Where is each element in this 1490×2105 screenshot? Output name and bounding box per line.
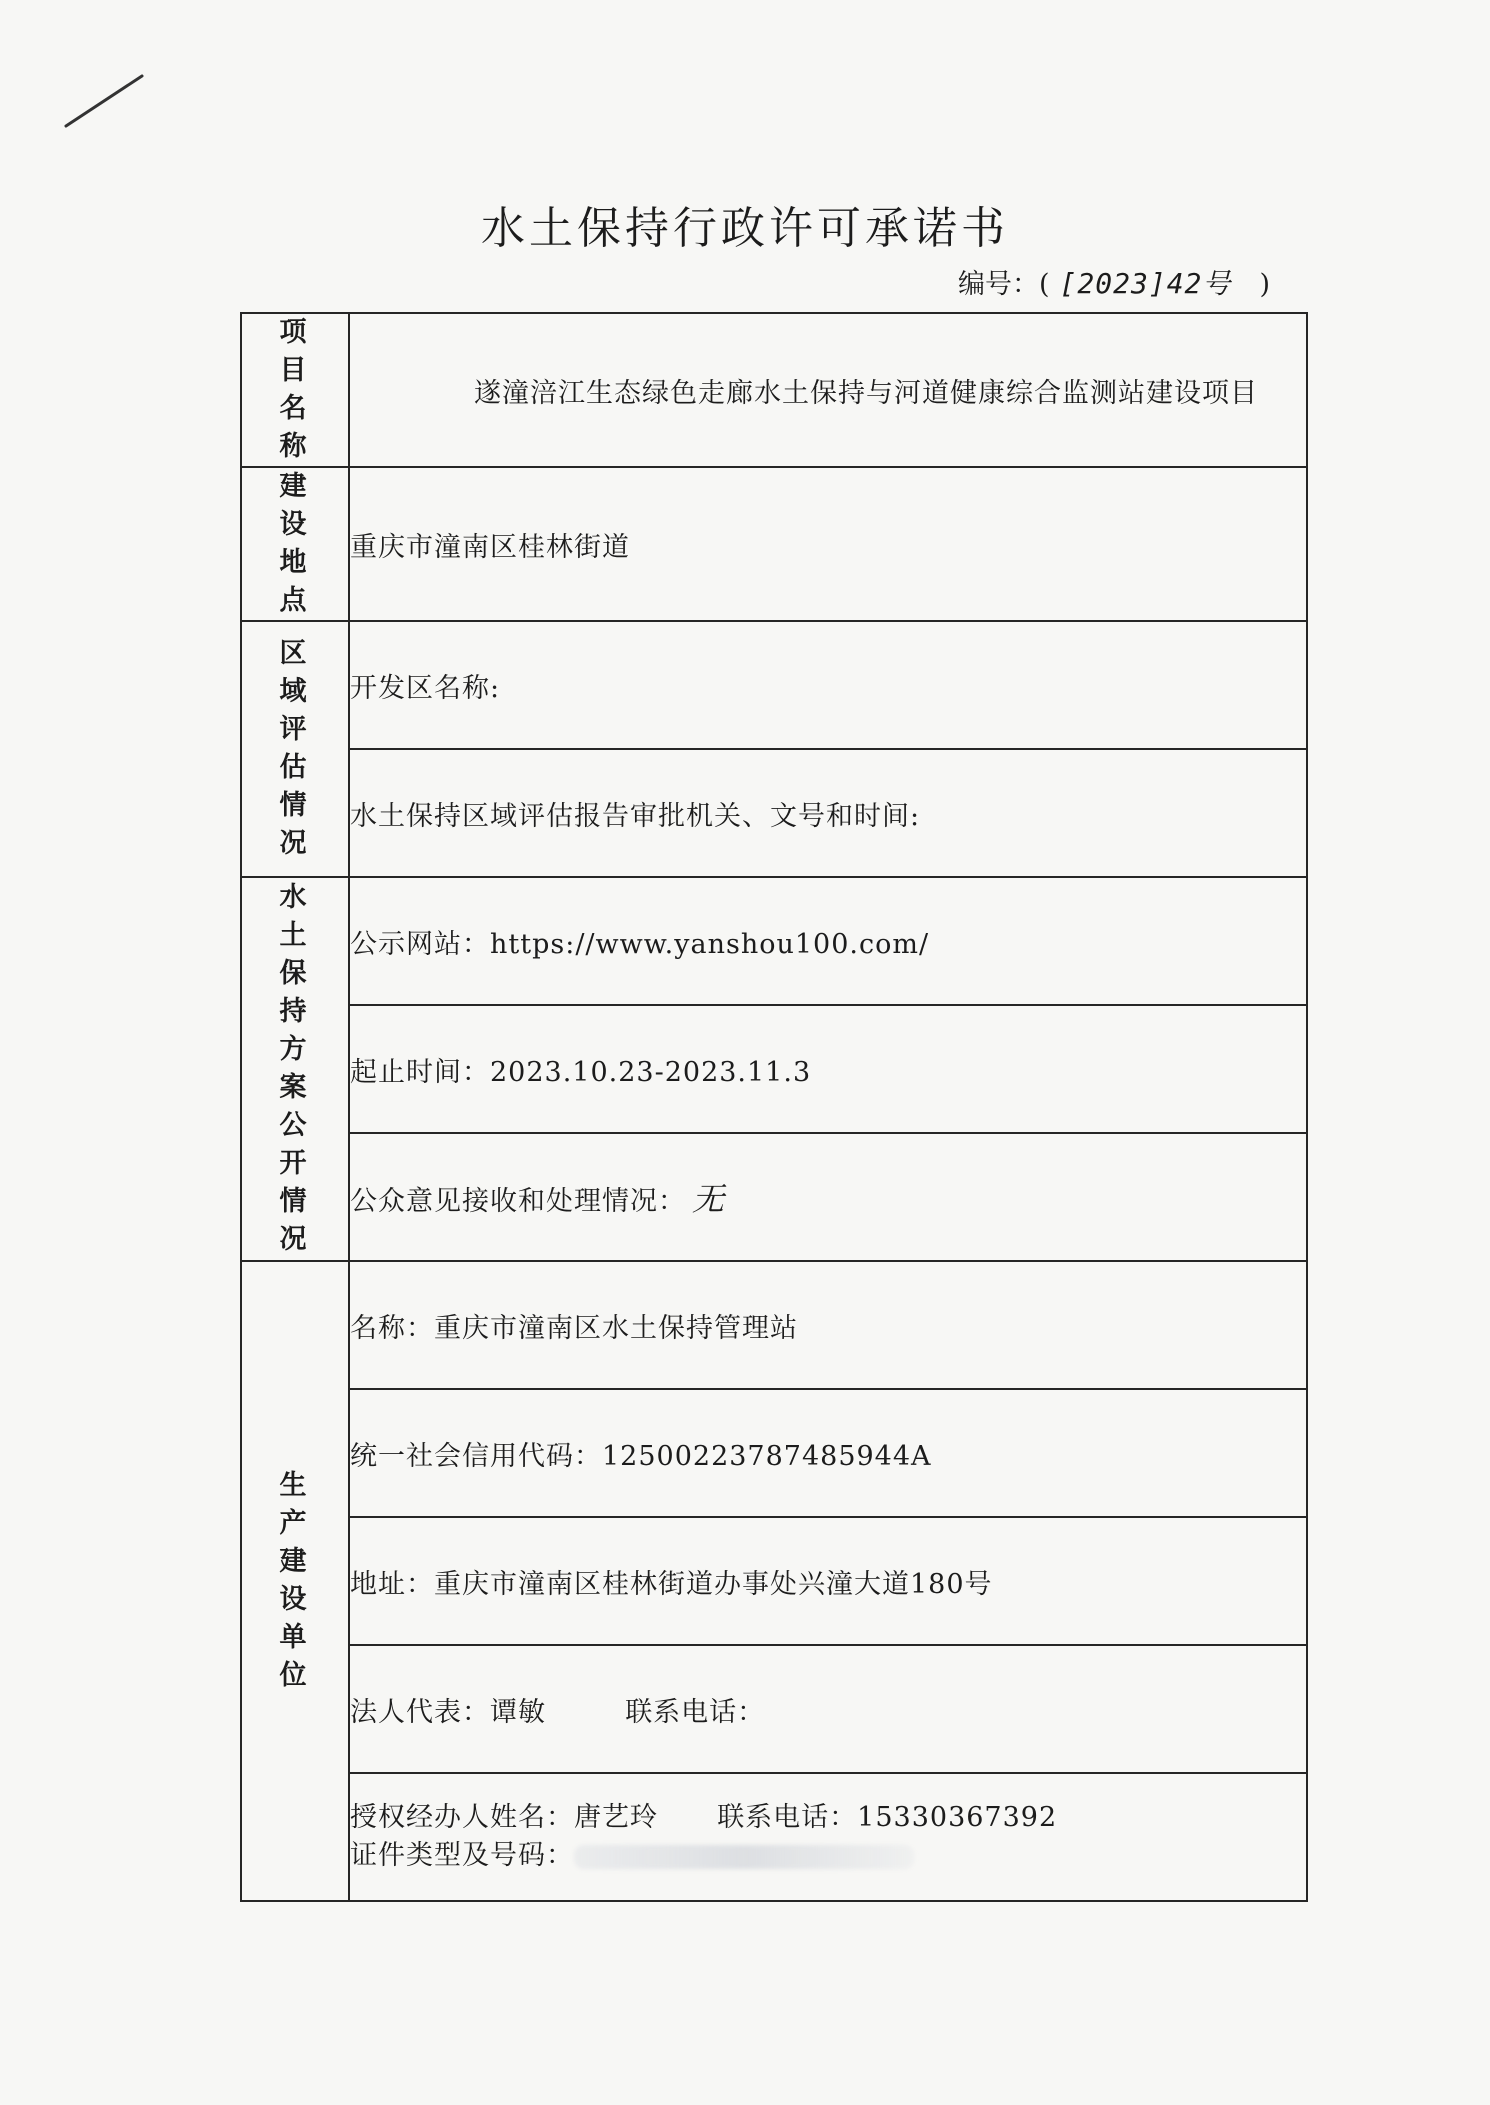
row-agent (241, 1773, 1307, 1901)
agent-name-text: 授权经办人姓名：唐艺玲 (350, 1802, 658, 1833)
value-legal-rep (349, 1645, 1307, 1773)
number-value: [2023]42号 (1059, 267, 1232, 300)
value-period: 起止时间：2023.10.23-2023.11.3 (349, 1005, 1307, 1133)
value-unit-name: 名称：重庆市潼南区水土保持管理站 (349, 1261, 1307, 1389)
legal-rep-text: 法人代表：谭敏 (350, 1696, 546, 1728)
value-website: 公示网站：https://www.yanshou100.com/ (349, 877, 1307, 1005)
value-credit-code: 统一社会信用代码：12500223787485944A (349, 1389, 1307, 1517)
label-disclosure: 水土保持方案公开情况 (241, 877, 349, 1261)
redacted-id-number (574, 1845, 914, 1869)
number-close: ) (1259, 269, 1271, 300)
opinion-label: 公众意见接收和处理情况： (350, 1186, 686, 1217)
row-approval (241, 749, 1307, 877)
value-dev-zone: 开发区名称: (349, 621, 1307, 749)
value-approval: 水土保持区域评估报告审批机关、文号和时间: (349, 749, 1307, 877)
label-project-name: 项目名称 (241, 313, 349, 467)
row-project-name (241, 313, 1307, 467)
row-legal-rep (241, 1645, 1307, 1773)
row-period (241, 1005, 1307, 1133)
row-location (241, 467, 1307, 621)
row-credit-code (241, 1389, 1307, 1517)
label-regional-assessment: 区域评估情况 (241, 621, 349, 877)
row-website (241, 877, 1307, 1005)
label-construction-unit: 生产建设单位 (241, 1261, 349, 1901)
label-location: 建设地点 (241, 467, 349, 621)
id-type-label: 证件类型及号码： (350, 1840, 574, 1871)
value-address: 地址：重庆市潼南区桂林街道办事处兴潼大道180号 (349, 1517, 1307, 1645)
value-opinion (349, 1133, 1307, 1261)
row-dev-zone (241, 621, 1307, 749)
commitment-form-table (240, 312, 1308, 1902)
opinion-handwritten: 无 (692, 1180, 726, 1218)
document-title: 水土保持行政许可承诺书 (481, 203, 1009, 254)
value-agent (349, 1773, 1307, 1901)
row-unit-name (241, 1261, 1307, 1389)
value-location: 重庆市潼南区桂林街道 (349, 467, 1307, 621)
value-project-name: 遂潼涪江生态绿色走廊水土保持与河道健康综合监测站建设项目 (349, 313, 1307, 467)
number-label: 编号：( (958, 269, 1050, 300)
pen-stroke-mark (62, 70, 152, 130)
row-opinion (241, 1133, 1307, 1261)
row-address (241, 1517, 1307, 1645)
legal-phone-text: 联系电话： (625, 1696, 766, 1728)
agent-phone-text: 联系电话：15330367392 (717, 1802, 1058, 1833)
document-number (958, 262, 1270, 302)
